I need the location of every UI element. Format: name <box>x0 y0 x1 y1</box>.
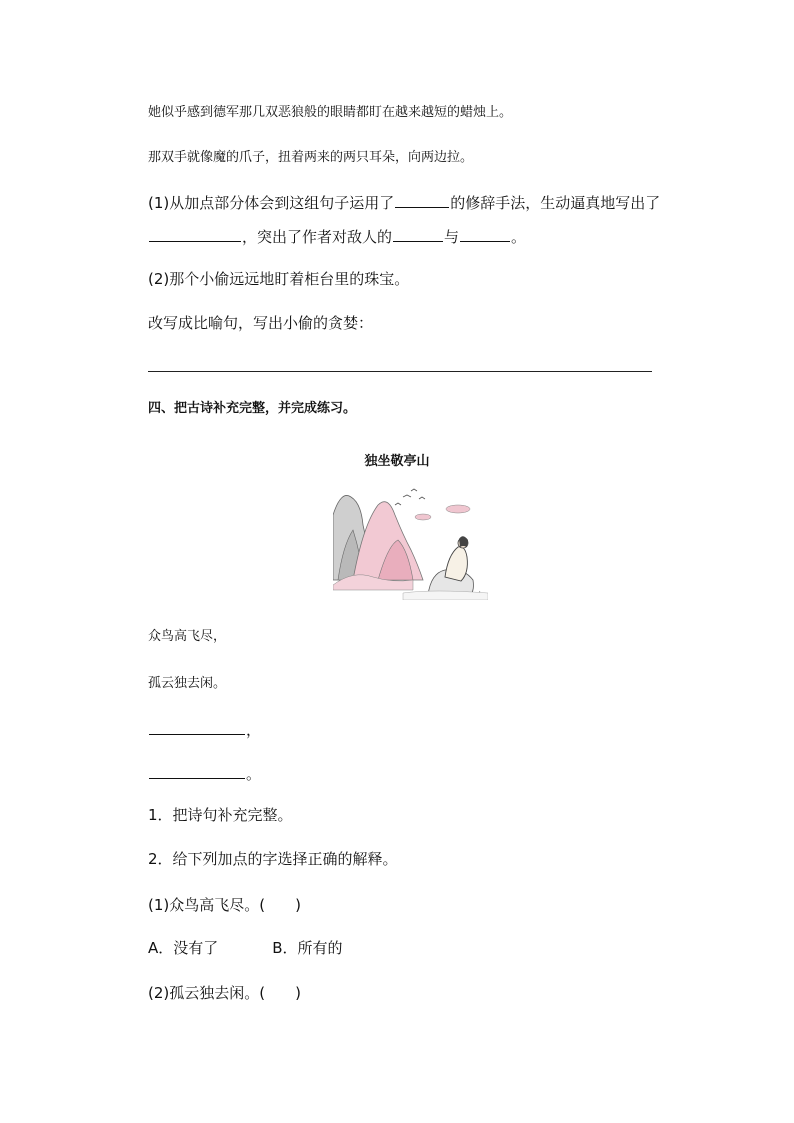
poem-line-3 <box>148 720 261 738</box>
answer-blank-rhetoric[interactable] <box>395 193 449 208</box>
poem-line-4 <box>148 764 261 782</box>
option-b[interactable]: B．所有的 <box>272 939 343 957</box>
option-a[interactable]: A．没有了 <box>148 939 219 957</box>
exercise-2-sub-2: (2)孤云独去闲。( ) <box>148 984 301 1002</box>
question-2-sentence: (2)那个小偷远远地盯着柜台里的珠宝。 <box>148 270 410 288</box>
q1-text-e: 。 <box>511 228 527 246</box>
poem-title: 独坐敬亭山 <box>364 454 430 469</box>
q1-text-a: (1)从加点部分体会到这组句子运用了 <box>148 194 395 212</box>
passage-sentence-2: 那双手就像魔的爪子，扭着两来的两只耳朵，向两边拉。 <box>148 150 474 165</box>
option-row <box>148 941 343 956</box>
answer-blank-feeling-2[interactable] <box>460 227 510 242</box>
poem-line-3-punct: ， <box>246 721 262 739</box>
exercise-2: 2．给下列加点的字选择正确的解释。 <box>148 850 398 868</box>
poem-line-2: 孤云独去闲。 <box>148 676 227 691</box>
poem-blank-line-3[interactable] <box>149 720 245 735</box>
q1-text-d: 与 <box>444 228 460 246</box>
mountain-scholar-illustration <box>333 485 488 600</box>
answer-blank-feeling-1[interactable] <box>393 227 443 242</box>
question-1-line-2 <box>148 227 526 245</box>
poem-line-1: 众鸟高飞尽， <box>148 629 227 644</box>
poem-line-4-punct: 。 <box>246 765 262 783</box>
question-2-instruction: 改写成比喻句，写出小偷的贪婪： <box>148 314 374 332</box>
poem-illustration <box>333 485 488 600</box>
question-1-line-1 <box>148 193 660 211</box>
q1-text-b: 的修辞手法，生动逼真地写出了 <box>450 194 661 212</box>
answer-blank-describe[interactable] <box>149 227 241 242</box>
poem-blank-line-4[interactable] <box>149 764 245 779</box>
section-4-heading: 四、把古诗补充完整，并完成练习。 <box>148 401 357 416</box>
passage-sentence-1: 她似乎感到德军那几双恶狼般的眼睛都盯在越来越短的蜡烛上。 <box>148 105 513 120</box>
q1-text-c: ，突出了作者对敌人的 <box>242 228 393 246</box>
answer-line[interactable] <box>148 371 652 372</box>
exercise-2-sub-1: (1)众鸟高飞尽。( ) <box>148 896 301 914</box>
exercise-1: 1．把诗句补充完整。 <box>148 806 293 824</box>
